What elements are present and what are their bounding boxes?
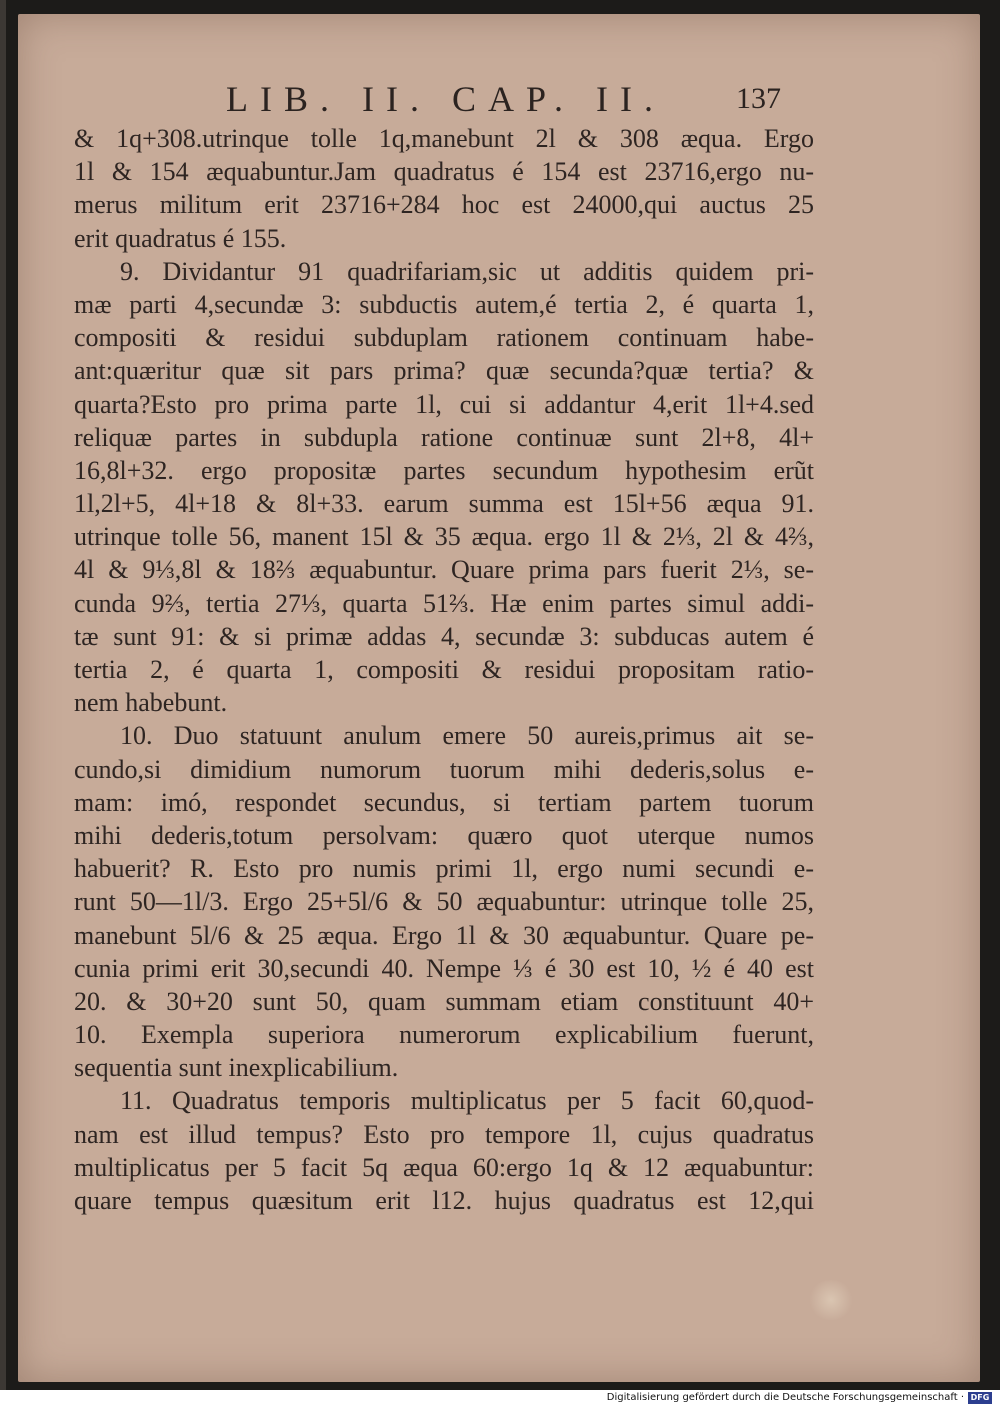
- page-header: [18, 78, 980, 118]
- binding-edge: [0, 0, 6, 1390]
- text-line: ant:quæritur quæ sit pars prima? quæ secunda?quæ tertia? &: [74, 356, 814, 386]
- text-line: 4l & 9⅓,8l & 18⅔ æquabuntur. Quare prima pars fuerit 2⅓, se-: [74, 555, 814, 585]
- text-line: multiplicatus per 5 facit 5q æqua 60:ergo 1q & 12 æquabuntur:: [74, 1152, 814, 1182]
- text-line: manebunt 5l/6 & 25 æqua. Ergo 1l & 30 æquabuntur. Quare pe-: [74, 920, 814, 950]
- body-text: [74, 122, 814, 1217]
- text-line: mihi dederis,totum persolvam: quæro quot uterque numos: [74, 820, 814, 850]
- text-line: 20. & 30+20 sunt 50, quam summam etiam constituunt 40+: [74, 986, 814, 1016]
- text-line: 10. Duo statuunt anulum emere 50 aureis,primus ait se-: [120, 721, 814, 751]
- text-line: 1l & 154 æquabuntur.Jam quadratus é 154 est 23716,ergo nu-: [74, 157, 814, 187]
- book-page: [18, 14, 980, 1382]
- text-line: sequentia sunt inexplicabilium.: [74, 1053, 399, 1083]
- text-line: cundo,si dimidium numorum tuorum mihi dederis,solus e-: [74, 754, 814, 784]
- text-line: quare tempus quæsitum erit l12. hujus quadratus est 12,qui: [74, 1186, 814, 1215]
- text-line: & 1q+308.utrinque tolle 1q,manebunt 2l & 308 æqua. Ergo: [74, 124, 814, 153]
- text-line: merus militum erit 23716+284 hoc est 24000,qui auctus 25: [74, 190, 814, 220]
- dfg-logo: DFG: [968, 1392, 992, 1404]
- text-line: nam est illud tempus? Esto pro tempore 1l, cujus quadratus: [74, 1119, 814, 1149]
- page-number: 137: [736, 82, 781, 115]
- digitization-credit: Digitalisierung gefördert durch die Deutsche Forschungsgemeinschaft ·: [606, 1392, 964, 1403]
- text-line: 16,8l+32. ergo propositæ partes secundum hypothesim erũt: [74, 455, 814, 485]
- text-line: compositi & residui subduplam rationem continuam habe-: [74, 323, 814, 353]
- text-line: mæ parti 4,secundæ 3: subductis autem,é tertia 2, é quarta 1,: [74, 289, 814, 319]
- text-line: mam: imó, respondet secundus, si tertiam partem tuorum: [74, 787, 814, 817]
- text-line: cunia primi erit 30,secundi 40. Nempe ⅓ é 30 est 10, ½ é 40 est: [74, 953, 814, 983]
- text-line: cunda 9⅔, tertia 27⅓, quarta 51⅔. Hæ enim partes simul addi-: [74, 588, 814, 618]
- text-line: quarta?Esto pro prima parte 1l, cui si addantur 4,erit 1l+4.sed: [74, 389, 814, 419]
- text-line: 11. Quadratus temporis multiplicatus per 5 facit 60,quod-: [120, 1086, 814, 1116]
- text-line: nem habebunt.: [74, 688, 228, 718]
- text-line: erit quadratus é 155.: [74, 223, 287, 253]
- paper-stain: [808, 1280, 854, 1320]
- text-line: runt 50—1l/3. Ergo 25+5l/6 & 50 æquabuntur: utrinque tolle 25,: [74, 887, 814, 917]
- text-line: tertia 2, é quarta 1, compositi & residui propositam ratio-: [74, 655, 814, 684]
- text-line: 9. Dividantur 91 quadrifariam,sic ut additis quidem pri-: [120, 256, 814, 286]
- text-line: 1l,2l+5, 4l+18 & 8l+33. earum summa est 15l+56 æqua 91.: [74, 489, 814, 519]
- text-line: utrinque tolle 56, manent 15l & 35 æqua. ergo 1l & 2⅓, 2l & 4⅔,: [74, 522, 814, 552]
- running-title: LIB. II. CAP. II.: [226, 79, 665, 119]
- text-line: habuerit? R. Esto pro numis primi 1l, ergo numi secundi e-: [74, 854, 814, 884]
- text-line: tæ sunt 91: & si primæ addas 4, secundæ 3: subducas autem é: [74, 621, 814, 651]
- text-line: reliquæ partes in subdupla ratione continuæ sunt 2l+8, 4l+: [74, 422, 814, 452]
- text-line: 10. Exempla superiora numerorum explicabilium fuerunt,: [74, 1020, 814, 1050]
